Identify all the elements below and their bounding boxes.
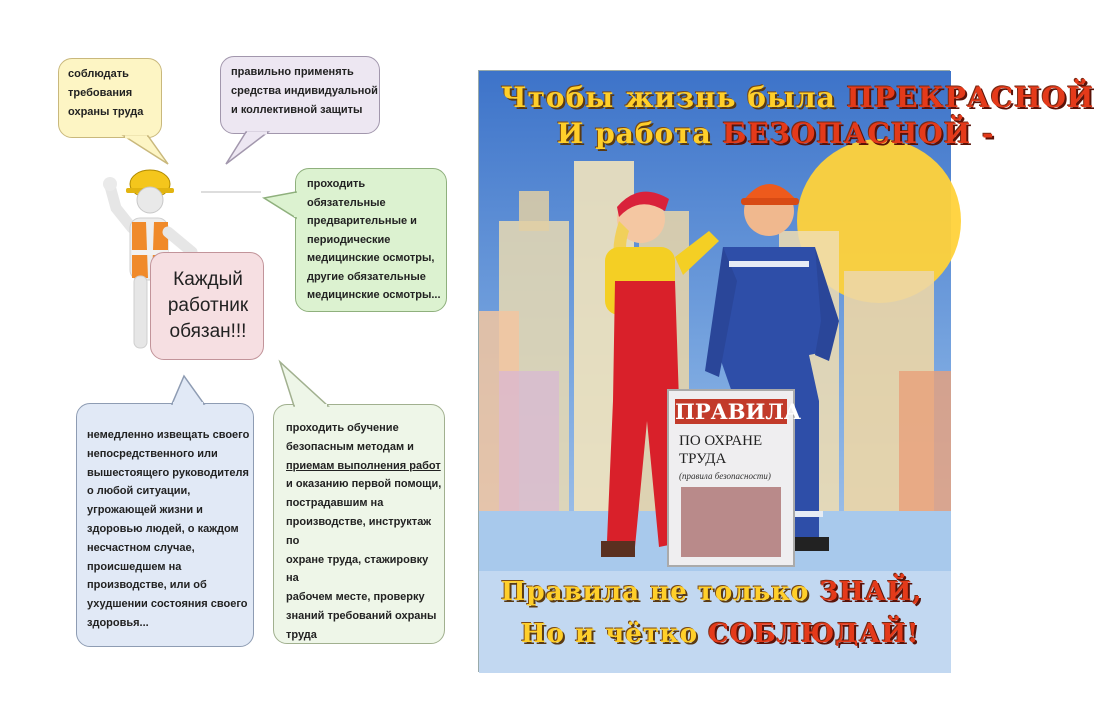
bubble-tail xyxy=(222,132,272,168)
book-cover-illustration xyxy=(681,487,781,557)
rules-book xyxy=(667,389,801,567)
bubble-line: ухудшении состояния своего xyxy=(87,598,248,611)
book-title: ПРАВИЛА xyxy=(675,399,801,424)
bubble-line: требования xyxy=(68,87,133,99)
bubble-line: другие обязательные xyxy=(307,270,426,283)
bubble-line: здоровья... xyxy=(87,616,149,629)
poster-title-accent: ПРЕКРАСНОЙ xyxy=(846,81,1094,114)
bubble-line: происшедшем на xyxy=(87,560,182,573)
poster-slogan-line1 xyxy=(501,577,923,607)
poster-title-accent: БЕЗОПАСНОЙ - xyxy=(722,117,995,150)
bubble-line: здоровью людей, о каждом xyxy=(87,522,239,535)
poster-slogan-line2 xyxy=(521,619,919,649)
poster-title-text: Чтобы жизнь была xyxy=(501,81,836,114)
poster-slogan-text: Правила не только xyxy=(501,577,810,607)
speech-bubble-notify-supervisor xyxy=(76,403,254,647)
speech-bubble-observe-requirements xyxy=(58,58,162,138)
bubble-line: приемам выполнения работ xyxy=(286,459,441,472)
bubble-tail xyxy=(276,360,332,408)
main-title-line: обязан!!! xyxy=(169,321,247,342)
bubble-line: вышестоящего руководителя xyxy=(87,466,249,479)
book-subtitle: ПО ОХРАНЕ xyxy=(679,433,763,449)
bubble-line: пострадавшим на xyxy=(286,497,384,510)
bubble-line: проходить обучение xyxy=(286,422,399,434)
bubble-line: непосредственного или xyxy=(87,447,218,460)
main-bubble-every-worker-must xyxy=(150,252,264,360)
bubble-line: производстве, инструктаж по xyxy=(286,515,432,547)
main-title-line: Каждый xyxy=(173,269,243,290)
bubble-line: рабочем месте, проверку xyxy=(286,591,425,604)
poster-title-line1 xyxy=(501,81,1094,114)
bubble-line: угрожающей жизни и xyxy=(87,504,203,517)
bubble-line: несчастном случае, xyxy=(87,541,195,554)
bubble-line: обязательные xyxy=(307,196,386,209)
bubble-tail xyxy=(120,136,172,168)
bubble-line: соблюдать xyxy=(68,68,129,80)
poster-title-text: И работа xyxy=(557,117,712,150)
bubble-line: знаний требований охраны xyxy=(286,609,437,622)
bubble-line: безопасным методам и xyxy=(286,440,414,453)
bubble-line: правильно применять xyxy=(231,66,354,78)
bubble-line: труда xyxy=(286,628,317,641)
bubble-line: производстве, или об xyxy=(87,579,207,592)
bubble-line: охране труда, стажировку на xyxy=(286,553,429,585)
bubble-tail xyxy=(168,374,208,406)
poster-slogan-accent: СОБЛЮДАЙ! xyxy=(708,619,920,649)
bubble-line: и оказанию первой помощи, xyxy=(286,478,442,491)
bubble-line: и коллективной защиты xyxy=(231,104,363,116)
book-note: (правила безопасности) xyxy=(679,471,771,481)
bubble-line: средства индивидуальной xyxy=(231,85,378,97)
speech-bubble-training xyxy=(273,404,445,644)
bubble-line: проходить xyxy=(307,178,366,190)
bubble-line: медицинские осмотры, xyxy=(307,252,435,264)
bubble-line: немедленно извещать своего xyxy=(87,429,250,441)
main-title-line: работник xyxy=(167,295,249,316)
poster-title-line2 xyxy=(557,117,995,150)
bubble-line: предварительные и xyxy=(307,215,417,227)
speech-bubble-medical-exams xyxy=(295,168,447,312)
bubble-line: медицинские осмотры... xyxy=(307,289,441,301)
bubble-line: охраны труда xyxy=(68,106,144,118)
safety-poster xyxy=(478,70,1094,672)
bubble-line: периодические xyxy=(307,233,391,246)
bubble-line: о любой ситуации, xyxy=(87,485,191,498)
bubble-tail xyxy=(262,188,298,228)
speech-bubble-protective-equipment xyxy=(220,56,380,134)
book-subtitle: ТРУДА xyxy=(679,451,727,467)
poster-slogan-accent: ЗНАЙ, xyxy=(819,577,923,607)
poster-slogan-text: Но и чётко xyxy=(521,619,699,649)
